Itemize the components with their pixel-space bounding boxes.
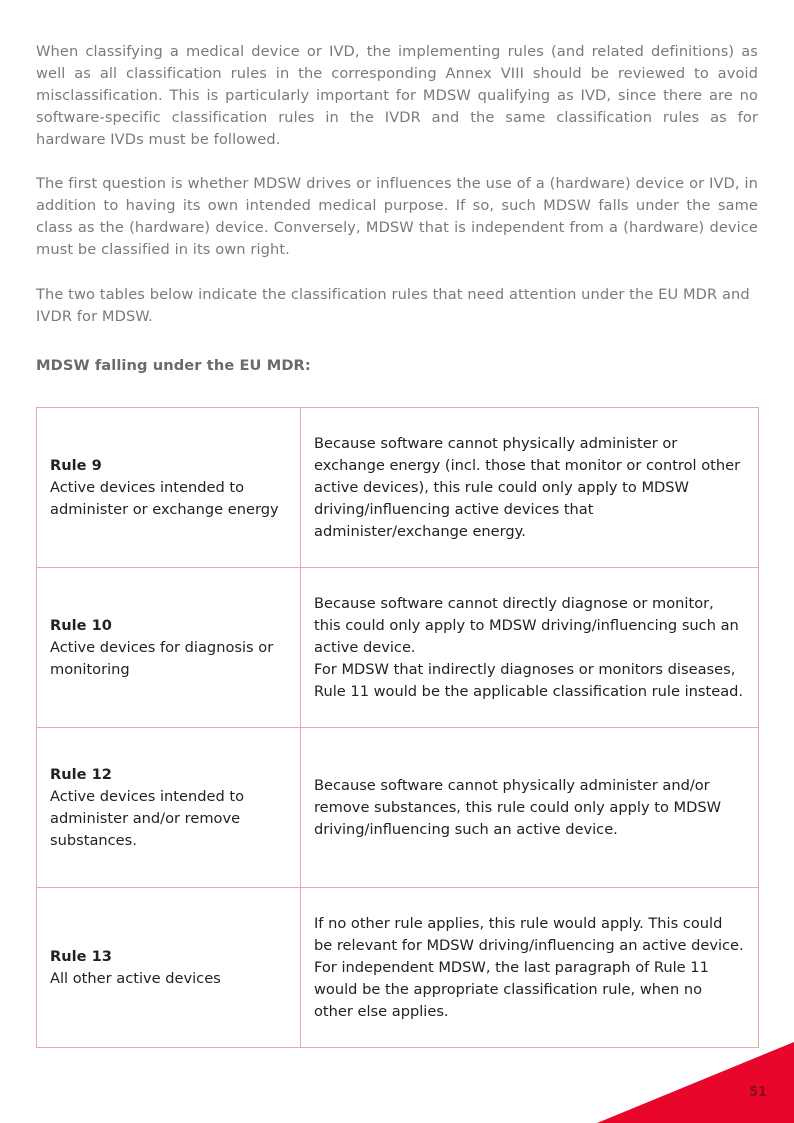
rule-title: Active devices for diagnosis or monitoring: [50, 638, 274, 678]
table-row: [37, 568, 759, 728]
rule-number: Rule 9: [50, 456, 102, 474]
table-row: [37, 408, 759, 568]
description-cell: [301, 728, 759, 888]
rule-number: Rule 10: [50, 616, 112, 634]
rule-cell: [37, 408, 301, 568]
intro-paragraph-1: When classifying a medical device or IVD, the implementing rules (and related definitions) as well as all classification rules in the corresponding Annex VIII should be reviewed to avoid misclassification. This is particularly important for MDSW qualifying as IVD, since there are no software-specific classification rules in the IVDR and the same classification rules as for hardware IVDs must be followed.: [36, 43, 758, 148]
corner-triangle-decoration: [597, 1042, 794, 1123]
rule-cell: [37, 888, 301, 1048]
table-row: [37, 728, 759, 888]
rule-number: Rule 13: [50, 947, 112, 965]
intro-paragraph-3: The two tables below indicate the classification rules that need attention under the EU MDR and IVDR for MDSW.: [36, 286, 750, 325]
rule-cell: [37, 568, 301, 728]
rule-description: Because software cannot directly diagnose or monitor, this could only apply to MDSW driving/influencing such an active device. For MDSW that indirectly diagnoses or monitors diseases, Rule 11 would be the applicable classification rule instead.: [314, 594, 744, 700]
rule-description: If no other rule applies, this rule would apply. This could be relevant for MDSW driving/influencing an active device. For independent MDSW, the last paragraph of Rule 11 would be the appropriate classification rule, when no other else applies.: [314, 914, 744, 1020]
intro-paragraph-2: The first question is whether MDSW drives or influences the use of a (hardware) device or IVD, in addition to having its own intended medical purpose. If so, such MDSW falls under the same class as the (hardware) device. Conversely, MDSW that is independent from a (hardware) device must be classified in its own right.: [36, 175, 758, 258]
classification-rules-table: [36, 407, 759, 1048]
rule-cell: [37, 728, 301, 888]
rule-title: All other active devices: [50, 969, 221, 987]
section-heading: MDSW falling under the EU MDR:: [36, 357, 311, 374]
description-cell: [301, 888, 759, 1048]
page-number: 51: [749, 1085, 768, 1100]
rule-title: Active devices intended to administer or exchange energy: [50, 478, 279, 518]
table-row: [37, 888, 759, 1048]
rule-description: Because software cannot physically administer and/or remove substances, this rule could only apply to MDSW driving/influencing such an active device.: [314, 776, 722, 838]
rule-title: Active devices intended to administer and/or remove substances.: [50, 787, 245, 849]
description-cell: [301, 408, 759, 568]
rule-number: Rule 12: [50, 765, 112, 783]
description-cell: [301, 568, 759, 728]
rule-description: Because software cannot physically administer or exchange energy (incl. those that monitor or control other active devices), this rule could only apply to MDSW driving/influencing active devices that administer/exchange energy.: [314, 434, 741, 540]
